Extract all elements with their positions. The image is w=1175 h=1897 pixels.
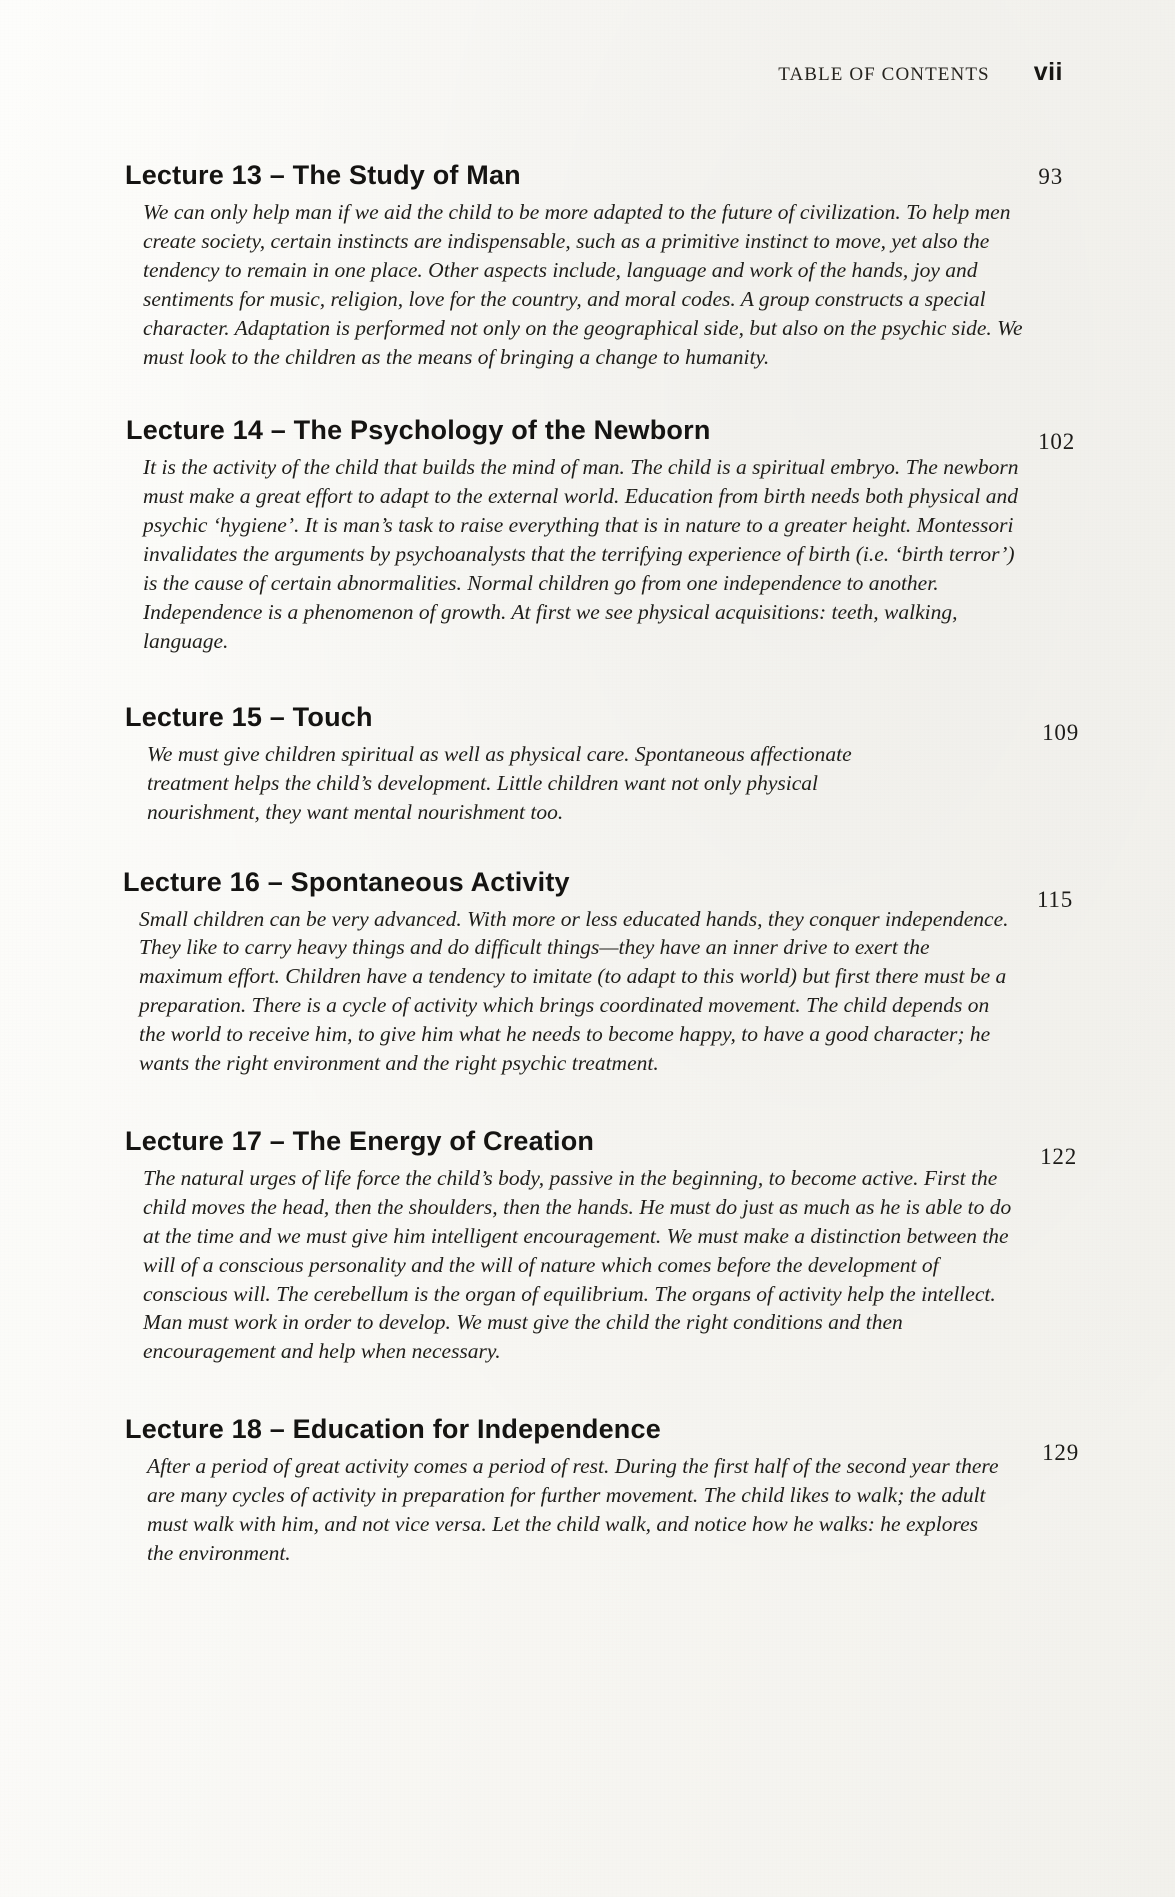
toc-entry-page-number: 109 <box>1042 719 1079 745</box>
toc-entry-head <box>125 701 1079 745</box>
page-folio: vii <box>1033 58 1063 86</box>
toc-entry-head <box>123 866 1073 912</box>
toc-entry-description: Small children can be very advanced. With more or less educated hands, they conquer independence. They like to carry heavy things and do difficult things—they have an inner drive to exert the maximum effort. Children have a tendency to imitate (to adapt to this world) but first there must be a preparation. There is a cycle of activity which brings coordinated movement. The child depends on the world to receive him, to give him what he needs to become happy, to have a good character; he wants the right environment and the right psychic treatment. <box>139 906 1009 1076</box>
toc-entry <box>125 1125 1077 1366</box>
toc-entry-title[interactable]: Lecture 17 – The Energy of Creation <box>125 1125 595 1156</box>
toc-entry-page-number: 122 <box>1040 1143 1077 1169</box>
toc-entry-page-number: 115 <box>1036 886 1073 912</box>
toc-entry <box>125 701 1079 827</box>
running-head <box>778 58 1063 87</box>
toc-entry-description: After a period of great activity comes a period of rest. During the first half of the second year there are many cycles of activity in preparation for further movement. The child likes to walk; the adult must walk with him, and not vice versa. Let the child walk, and notice how he walks: he explores the environment. <box>147 1454 999 1565</box>
toc-entry <box>125 415 1075 655</box>
toc-entry-description: We can only help man if we aid the child to be more adapted to the future of civilization. To help men create society, certain instincts are indispensable, such as a primitive instinct to move, yet also the tendency to remain in one place. Other aspects include, language and work of the hands, joy and sentiments for music, religion, love for the country, and moral codes. A group constructs a special character. Adaptation is performed not only on the geographical side, but also on the psychic side. We must look to the children as the means of bringing a change to humanity. <box>143 200 1023 369</box>
toc-entry-page-number: 129 <box>1042 1440 1079 1466</box>
toc-entry-head <box>125 1125 1077 1169</box>
toc-entry-description: We must give children spiritual as well as physical care. Spontaneous affectionate treatment helps the child’s development. Little children want not only physical nourishment, they want mental nourishment too. <box>147 741 852 824</box>
toc-entry-title[interactable]: Lecture 15 – Touch <box>125 701 373 732</box>
toc-entry-title[interactable]: Lecture 18 – Education for Independence <box>125 1414 661 1445</box>
toc-entry <box>125 160 1065 371</box>
toc-entry-page-number: 93 <box>1038 164 1063 189</box>
toc-entry-head <box>125 415 1075 455</box>
running-head-title: TABLE OF CONTENTS <box>778 64 990 85</box>
toc-entry-head <box>125 1414 1079 1466</box>
toc-entry-head <box>125 160 1065 191</box>
toc-entry <box>123 866 1073 1078</box>
toc-entry-page-number: 102 <box>1038 429 1075 455</box>
toc-entry-description: The natural urges of life force the child’s body, passive in the beginning, to become active. First the child moves the head, then the shoulders, then the hands. He must do just as much as he is able to do at the time and we must give him intelligent encouragement. We must make a distinction between the will of a conscious personality and the will of nature which comes before the development of conscious will. The cerebellum is the organ of equilibrium. The organs of activity help the intellect. Man must work in order to develop. We must give the child the right conditions and then encouragement and help when necessary. <box>143 1165 1012 1364</box>
table-of-contents <box>123 160 1079 1598</box>
toc-entry-title[interactable]: Lecture 14 – The Psychology of the Newborn <box>126 415 711 446</box>
toc-entry-title[interactable]: Lecture 16 – Spontaneous Activity <box>123 866 570 897</box>
toc-entry-title[interactable]: Lecture 13 – The Study of Man <box>125 160 521 190</box>
toc-entry <box>125 1414 1079 1568</box>
toc-entry-description: It is the activity of the child that builds the mind of man. The child is a spiritual embryo. The newborn must make a great effort to adapt to the external world. Education from birth needs both physical and psychic ‘hygiene’. It is man’s task to raise everything that is in nature to a greater height. Montessori invalidates the arguments by psychoanalysts that the terrifying experience of birth (i.e. ‘birth terror’) is the cause of certain abnormalities. Normal children go from one independence to another. Independence is a phenomenon of growth. At first we see physical acquisitions: teeth, walking, language. <box>143 455 1019 653</box>
